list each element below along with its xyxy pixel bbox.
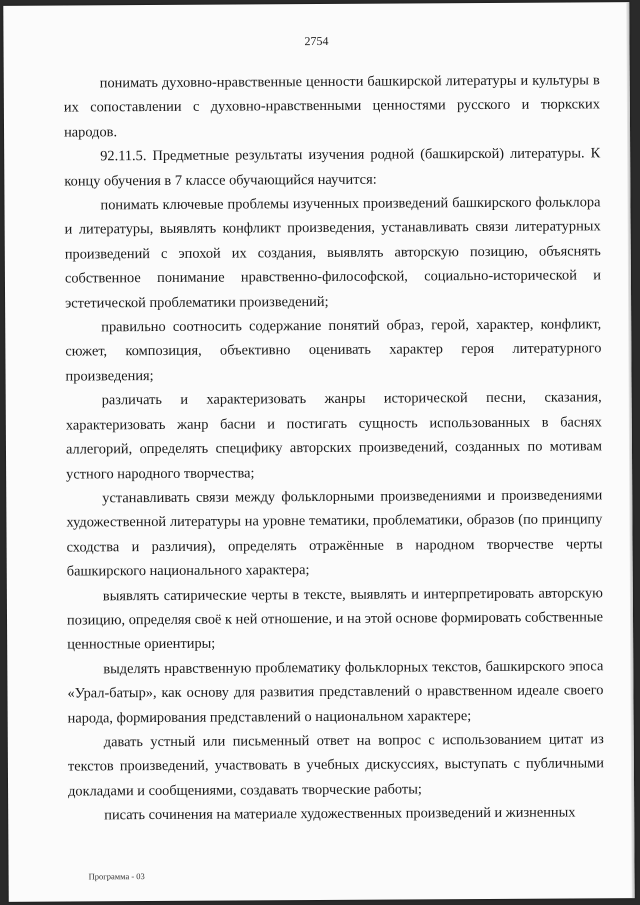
paragraph-satire: выявлять сатирические черты в тексте, выявлять и интерпретировать авторскую позицию, определяя своё к ней отношение, и на этой основе формировать собственные ценностные ориентиры;	[66, 584, 604, 653]
paragraph-folklore-links: устанавливать связи между фольклорными произведениями и произведениями художественной литературы на уровне тематики, проблематики, образов (по принципу сходства и различия), определять отражённые в народном творчестве черты башкирского национального характера;	[66, 487, 603, 580]
paragraph-epos: выделять нравственную проблематику фольклорных текстов, башкирского эпоса «Урал-батыр», как основу для развития представлений о нравственном идеале своего народа, формирования представлений о национальном характере;	[67, 658, 604, 727]
paragraph-section-heading: 92.11.5. Предметные результаты изучения родной (башкирской) литературы. К концу обучения в 7 классе обучающийся научится:	[64, 145, 601, 190]
document-page	[3, 2, 634, 902]
footer-program-label: Программа - 03	[88, 871, 145, 882]
paragraph-values: понимать духовно-нравственные ценности башкирской литературы и культуры в их сопоставлении с духовно-нравственными ценностями русского и тюркских народов.	[63, 72, 600, 141]
paragraph-genres: различать и характеризовать жанры исторической песни, сказания, характеризовать жанр басни и постигать сущность использованных в баснях аллегорий, определять специфику авторских произведений, созданных по мотивам устного народного творчества;	[65, 389, 603, 483]
scan-edge	[626, 2, 634, 898]
page-body	[64, 68, 605, 828]
paragraph-answers: давать устный или письменный ответ на вопрос с использованием цитат из текстов произведений, участвовать в учебных дискуссиях, выступать с публичными докладами и сообщениями, создавать творческие работы;	[67, 731, 604, 800]
paragraph-essays: писать сочинения на материале художественных произведений и жизненных	[104, 804, 576, 824]
page-number: 2754	[304, 33, 329, 49]
paragraph-key-problems: понимать ключевые проблемы изученных произведений башкирского фольклора и литературы, выявлять конфликт произведения, устанавливать связи литературных произведений с эпохой их создания, выявлять авторскую позицию, объяснять собственное понимание нравственно-философской, социально-исторической и эстетической проблематики произведений;	[64, 194, 601, 312]
paragraph-concepts: правильно соотносить содержание понятий образ, герой, характер, конфликт, сюжет, композиция, объективно оценивать характер героя литературного произведения;	[65, 316, 602, 385]
